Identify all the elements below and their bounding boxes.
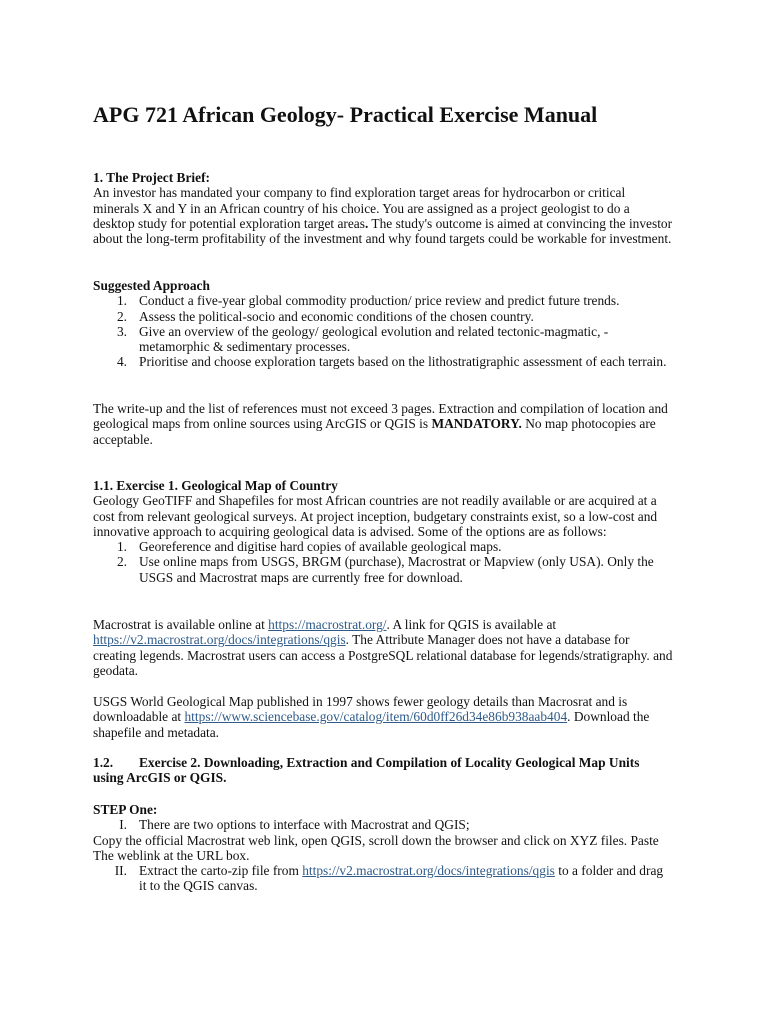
- macrostrat-link[interactable]: https://macrostrat.org/: [268, 617, 387, 632]
- list-item-number: 1.: [116, 539, 127, 555]
- list-item: [93, 354, 673, 369]
- step-one-heading: STEP One:: [93, 802, 158, 817]
- page-title: APG 721 African Geology- Practical Exercise Manual: [93, 102, 598, 127]
- project-brief-text-b: The study's outcome is aimed at convincing the investor about the long-term profitability of the investment and why found targets could be workable for investment.: [93, 215, 673, 247]
- list-item-text: There are two options to interface with Macrostrat and QGIS;: [139, 817, 470, 833]
- exercise-1-list: [93, 539, 673, 585]
- project-brief-heading: 1. The Project Brief:: [93, 170, 211, 185]
- list-item-text: Prioritise and choose exploration targets based on the lithostratigraphic assessment of each terrain.: [139, 354, 667, 370]
- list-item-text: Give an overview of the geology/ geological evolution and related tectonic-magmatic, -metamorphic & sedimentary processes.: [139, 323, 609, 355]
- suggested-approach-heading: Suggested Approach: [93, 278, 210, 293]
- sciencebase-link[interactable]: https://www.sciencebase.gov/catalog/item/60d0ff26d34e86b938aab404: [184, 709, 568, 725]
- suggested-approach-list: [93, 293, 673, 369]
- usgs-text-a: USGS World Geological Map published in 1997 shows fewer geology details than Macrosrat and is downloadable at: [93, 694, 628, 725]
- list-item-number: 2.: [116, 308, 127, 324]
- macrostrat-paragraph: [93, 617, 673, 678]
- list-item: [93, 817, 673, 832]
- list-item: [93, 554, 673, 585]
- list-item-text-b: to a folder and drag it to the QGIS canvas.: [139, 863, 664, 894]
- list-item-number: 2.: [116, 554, 127, 570]
- exercise-2-number: 1.2.: [93, 755, 114, 770]
- step-one-section: [93, 802, 673, 894]
- step-one-list-b: [93, 863, 673, 894]
- usgs-paragraph: [93, 694, 673, 740]
- project-brief-bold-dot: .: [364, 215, 369, 231]
- list-item: [93, 863, 673, 894]
- mandatory-label: MANDATORY.: [431, 416, 522, 432]
- project-brief-text-a: An investor has mandated your company to find exploration target areas for hydrocarbon or critical minerals X and Y in an African country of his choice. You are assigned as a project geologist to do a desktop study for potential exploration target areas: [93, 185, 630, 231]
- exercise-2-heading: [93, 755, 673, 786]
- writeup-paragraph: [93, 401, 673, 447]
- exercise-1-section: [93, 478, 673, 585]
- exercise-1-text: Geology GeoTIFF and Shapefiles for most African countries are not readily available or are acquired at a cost from relevant geological surveys. At project inception, budgetary constraints exist, so a low-cost and innovative approach to acquiring geological data is advised. Some of the options are as follows:: [93, 493, 658, 539]
- list-item-number: 1.: [116, 293, 127, 309]
- writeup-text-a: The write-up and the list of references must not exceed 3 pages. Extraction and compilation of location and geological maps from online sources using ArcGIS or QGIS is: [93, 401, 668, 432]
- qgis-integration-link[interactable]: https://v2.macrostrat.org/docs/integrations/qgis: [93, 632, 346, 648]
- step-one-paragraph: Copy the official Macrostrat web link, open QGIS, scroll down the browser and click on XYZ files. Paste The weblink at the URL box.: [93, 832, 659, 863]
- list-item: [93, 293, 673, 308]
- macrostrat-text-b: . A link for QGIS is available at: [386, 617, 557, 632]
- list-item-number: 3.: [116, 323, 127, 339]
- project-brief-section: [93, 170, 673, 246]
- list-item-text-a: Extract the carto-zip file from: [139, 863, 303, 879]
- macrostrat-text-c: . The Attribute Manager does not have a database for creating legends. Macrostrat users can access a PostgreSQL relational database for legends/stratigraphy. and geodata.: [93, 632, 673, 678]
- usgs-text-b: . Download the shapefile and metadata.: [93, 709, 650, 740]
- list-item-text: Conduct a five-year global commodity production/ price review and predict future trends.: [139, 293, 620, 309]
- list-item-number: 4.: [116, 354, 127, 370]
- step-one-list-a: [93, 817, 673, 832]
- macrostrat-text-a: Macrostrat is available online at: [93, 617, 269, 632]
- list-item-text: Georeference and digitise hard copies of available geological maps.: [139, 539, 502, 555]
- list-item-text: Assess the political-socio and economic conditions of the chosen country.: [139, 308, 534, 324]
- list-item: [93, 309, 673, 324]
- project-brief-text: [93, 185, 673, 246]
- writeup-text-b: No map photocopies are acceptable.: [93, 416, 656, 447]
- exercise-1-heading: 1.1. Exercise 1. Geological Map of Country: [93, 478, 338, 493]
- list-item: [93, 539, 673, 554]
- carto-zip-link[interactable]: https://v2.macrostrat.org/docs/integrations/qgis: [302, 863, 555, 879]
- list-item-number: I.: [119, 817, 127, 833]
- list-item-text: Use online maps from USGS, BRGM (purchase), Macrostrat or Mapview (only USA). Only the USGS and Macrostrat maps are currently free for download.: [139, 554, 654, 585]
- suggested-approach-section: [93, 278, 673, 370]
- exercise-2-title: Exercise 2. Downloading, Extraction and Compilation of Locality Geological Map Units using ArcGIS or QGIS.: [93, 755, 640, 786]
- list-item-number: II.: [114, 863, 127, 879]
- list-item: [93, 324, 673, 355]
